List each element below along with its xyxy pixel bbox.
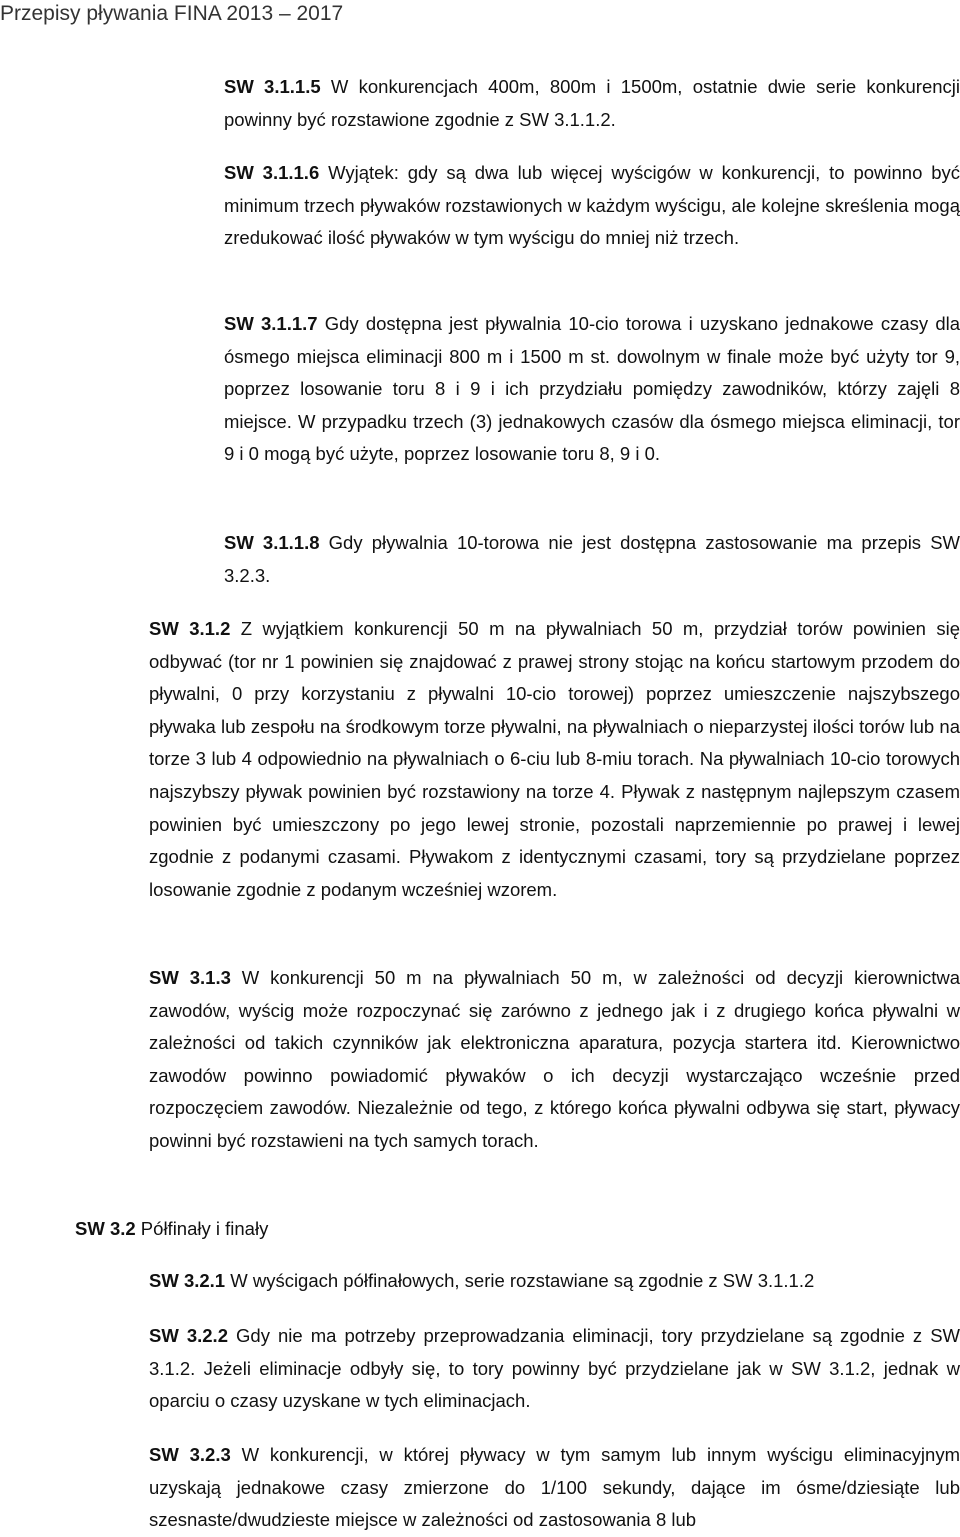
rule-code: SW 3.1.3 bbox=[149, 967, 231, 988]
rule-sw-3-1-1-5 bbox=[224, 71, 960, 136]
rule-sw-3-1-1-8 bbox=[224, 527, 960, 592]
rule-code: SW 3.1.2 bbox=[149, 618, 231, 639]
rule-sw-3-2-1 bbox=[149, 1265, 960, 1298]
section-code: SW 3.2 bbox=[75, 1218, 136, 1239]
rule-text: Gdy pływalnia 10-torowa nie jest dostępna zastosowanie ma przepis SW 3.2.3. bbox=[224, 532, 960, 586]
rule-sw-3-1-1-7 bbox=[224, 308, 960, 471]
rule-sw-3-2-2 bbox=[149, 1320, 960, 1418]
rule-code: SW 3.1.1.8 bbox=[224, 532, 320, 553]
rule-code: SW 3.1.1.5 bbox=[224, 76, 321, 97]
rule-sw-3-1-3 bbox=[149, 962, 960, 1158]
rule-text: Z wyjątkiem konkurencji 50 m na pływalniach 50 m, przydział torów powinien się odbywać (tor nr 1 powinien się znajdować z prawej strony stojąc na końcu startowym przodem do pływalni, 0 przy korzystaniu z pływalni 10-cio torowej) poprzez umieszczenie najszybszego pływaka lub zespołu na środkowym torze pływalni, na pływalniach o nieparzystej ilości torów lub na torze 3 lub 4 odpowiednio na pływalniach o 6-ciu lub 8-miu torach. Na pływalniach 10-cio torowych najszybszy pływak powinien być rozstawiony na torze 4. Pływak z następnym najlepszym czasem powinien być umieszczony po jego lewej stronie, pozostali naprzemiennie po prawej i lewej zgodnie z podanymi czasami. Pływakom z identycznymi czasami, tory są przydzielane poprzez losowanie zgodnie z podanym wcześniej wzorem. bbox=[149, 618, 960, 900]
rule-sw-3-2-3 bbox=[149, 1439, 960, 1537]
rule-text: Gdy nie ma potrzeby przeprowadzania eliminacji, tory przydzielane są zgodnie z SW 3.1.2. Jeżeli eliminacje odbyły się, to tory powinny być przydzielane jak w SW 3.1.2, jednak w oparciu o czasy uzyskane w tych eliminacjach. bbox=[149, 1325, 960, 1412]
rule-code: SW 3.2.3 bbox=[149, 1444, 231, 1465]
rule-text: W konkurencji, w której pływacy w tym samym lub innym wyścigu eliminacyjnym uzyskają jednakowe czasy zmierzone do 1/100 sekundy, dające im ósme/dziesiąte lub szesnaste/dwudzieste miejsce w zależności od zastosowania 8 lub bbox=[149, 1444, 960, 1531]
page-header: Przepisy pływania FINA 2013 – 2017 bbox=[0, 2, 344, 25]
section-title: Półfinały i finały bbox=[135, 1218, 269, 1239]
rule-text: W konkurencjach 400m, 800m i 1500m, ostatnie dwie serie konkurencji powinny być rozstawione zgodnie z SW 3.1.1.2. bbox=[224, 76, 960, 130]
rule-text: W wyścigach półfinałowych, serie rozstawiane są zgodnie z SW 3.1.1.2 bbox=[225, 1270, 815, 1291]
rule-code: SW 3.1.1.6 bbox=[224, 162, 320, 183]
rule-sw-3-1-2 bbox=[149, 613, 960, 906]
rule-code: SW 3.2.1 bbox=[149, 1270, 226, 1291]
rule-text: W konkurencji 50 m na pływalniach 50 m, w zależności od decyzji kierownictwa zawodów, wyścig może rozpoczynać się zarówno z jednego jak i z drugiego końca pływalni w zależności od takich czynników jak elektroniczna aparatura, pozycja startera itd. Kierownictwo zawodów powinno powiadomić pływaków o ich decyzji wystarczająco wcześnie przed rozpoczęciem zawodów. Niezależnie od tego, z którego końca pływalni odbywa się start, pływacy powinni być rozstawieni na tych samych torach. bbox=[149, 967, 960, 1151]
rule-text: Wyjątek: gdy są dwa lub więcej wyścigów w konkurencji, to powinno być minimum trzech pływaków rozstawionych w każdym wyścigu, ale kolejne skreślenia mogą zredukować ilość pływaków w tym wyścigu do mniej niż trzech. bbox=[224, 162, 960, 249]
rule-code: SW 3.2.2 bbox=[149, 1325, 228, 1346]
section-heading-sw-3-2 bbox=[75, 1213, 960, 1246]
rule-sw-3-1-1-6 bbox=[224, 157, 960, 255]
rule-code: SW 3.1.1.7 bbox=[224, 313, 318, 334]
rule-text: Gdy dostępna jest pływalnia 10-cio torowa i uzyskano jednakowe czasy dla ósmego miejsca eliminacji 800 m i 1500 m st. dowolnym w finale może być użyty tor 9, poprzez losowanie toru 8 i 9 i ich przydziału pomiędzy zawodników, którzy zajęli 8 miejsce. W przypadku trzech (3) jednakowych czasów dla ósmego miejsca eliminacji, tor 9 i 0 mogą być użyte, poprzez losowanie toru 8, 9 i 0. bbox=[224, 313, 960, 465]
